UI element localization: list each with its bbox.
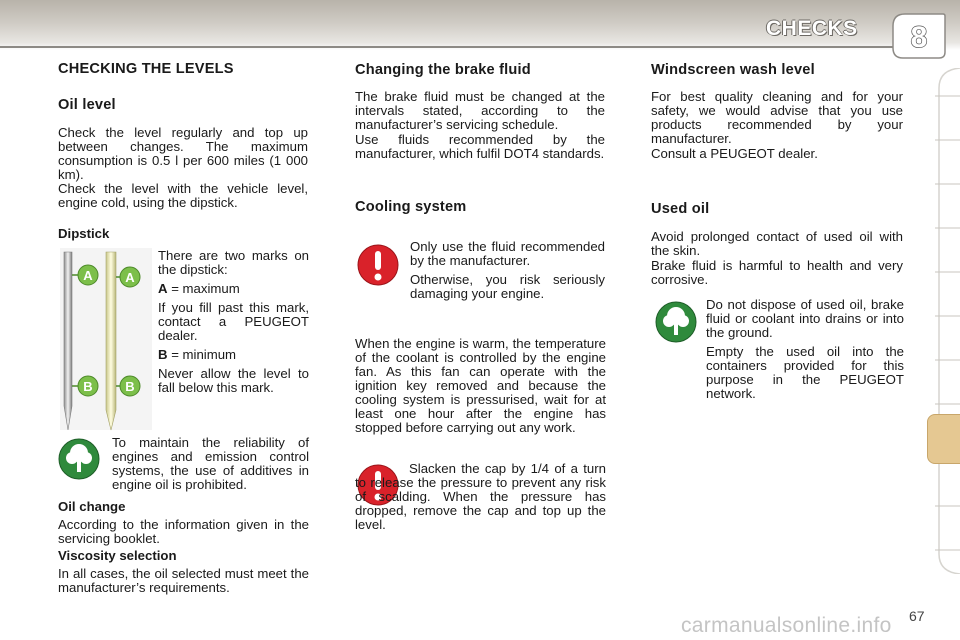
oil-level-check-text: Check the level with the vehicle level, engine cold, using the dipstick. — [58, 181, 308, 210]
heading-windscreen-wash: Windscreen wash level — [651, 62, 815, 78]
oil-level-text: Check the level regularly and top up between changes. The maximum consumption is 0.5 l per 600 miles (1 000 km). — [58, 125, 308, 182]
oil-change-text: According to the information given in the servicing booklet. — [58, 517, 309, 546]
used-oil-skin-text: Avoid prolonged contact of used oil with the skin. — [651, 229, 903, 258]
disposal-drains-text: Do not dispose of used oil, brake fluid or coolant into drains or into the ground. — [706, 297, 904, 340]
dipstick-intro: There are two marks on the dipstick: — [158, 248, 309, 277]
heading-dipstick: Dipstick — [58, 226, 110, 241]
chapter-tab-rail — [927, 68, 960, 574]
exclamation-warning-icon — [356, 243, 400, 287]
additives-note: To maintain the reliability of engines and emission control systems, the use of additives in engine oil is prohibited. — [112, 435, 309, 492]
tree-environment-icon — [654, 300, 698, 344]
header-divider — [0, 46, 900, 48]
wash-dealer-text: Consult a PEUGEOT dealer. — [651, 146, 818, 161]
wash-product-text: For best quality cleaning and for your safety, we would advise that you use products recommended by your manufacturer. — [651, 89, 903, 146]
mark-a-letter: A — [158, 281, 168, 296]
mark-b-letter: B — [158, 347, 168, 362]
brake-fluid-interval-text: The brake fluid must be changed at the intervals stated, according to the manufacturer’s servicing schedule. — [355, 89, 605, 132]
dipstick-left — [64, 252, 72, 430]
brake-fluid-standard-text: Use fluids recommended by the manufacturer, which fulfil DOT4 standards. — [355, 132, 605, 161]
mark-a-definition — [158, 282, 309, 296]
svg-text:B: B — [83, 379, 93, 394]
svg-text:A: A — [83, 268, 93, 283]
disposal-containers-text: Empty the used oil into the containers provided for this purpose in the PEUGEOT network. — [706, 344, 904, 401]
cap-pressure-warning: Slacken the cap by 1/4 of a turn to release the pressure to prevent any risk of scalding. When the pressure has dropped, remove the cap and top up the level. — [355, 461, 606, 532]
page-number: 67 — [909, 608, 925, 624]
section-title-checking-levels: CHECKING THE LEVELS — [58, 61, 234, 77]
heading-oil-level: Oil level — [58, 97, 116, 113]
mark-b-left — [78, 376, 98, 396]
heading-used-oil: Used oil — [651, 201, 710, 217]
chapter-title: CHECKS — [766, 17, 858, 40]
brake-fluid-corrosive-text: Brake fluid is harmful to health and very corrosive. — [651, 258, 903, 287]
mark-a-right — [120, 267, 140, 287]
mark-a-left — [78, 265, 98, 285]
dipstick-fill-warning: If you fill past this mark, contact a PEUGEOT dealer. — [158, 300, 309, 343]
dipstick-min-note: Never allow the level to fall below this mark. — [158, 366, 309, 395]
heading-brake-fluid: Changing the brake fluid — [355, 62, 531, 78]
mark-a-meaning: = maximum — [167, 281, 240, 296]
viscosity-text: In all cases, the oil selected must meet the manufacturer’s requirements. — [58, 566, 309, 595]
cooling-system-text: When the engine is warm, the temperature of the coolant is controlled by the engine fan. As this fan can operate with the ignition key removed and because the cooling system is pressurised, wait for at least one hour after the engine has stopped before carrying out any work. — [355, 336, 606, 435]
svg-text:B: B — [125, 379, 135, 394]
source-watermark: carmanualsonline.info — [681, 614, 892, 637]
tree-environment-icon — [57, 437, 101, 481]
heading-oil-change: Oil change — [58, 499, 126, 514]
mark-b-right — [120, 376, 140, 396]
chapter-number-badge — [891, 12, 947, 60]
dipstick-illustration — [58, 246, 154, 432]
heading-viscosity: Viscosity selection — [58, 548, 177, 563]
coolant-warning-block — [410, 240, 605, 301]
mark-b-meaning: = minimum — [167, 347, 237, 362]
chapter-tab-checks[interactable] — [927, 414, 960, 464]
disposal-note-block — [706, 298, 904, 401]
svg-text:A: A — [125, 270, 135, 285]
coolant-damage-text: Otherwise, you risk seriously damaging your engine. — [410, 272, 605, 301]
dipstick-text-block — [158, 249, 309, 395]
mark-b-definition — [158, 348, 309, 362]
chapter-number: 8 — [910, 21, 928, 54]
dipstick-right — [106, 252, 116, 430]
heading-cooling-system: Cooling system — [355, 199, 467, 215]
coolant-recommended-text: Only use the fluid recommended by the manufacturer. — [410, 239, 605, 268]
